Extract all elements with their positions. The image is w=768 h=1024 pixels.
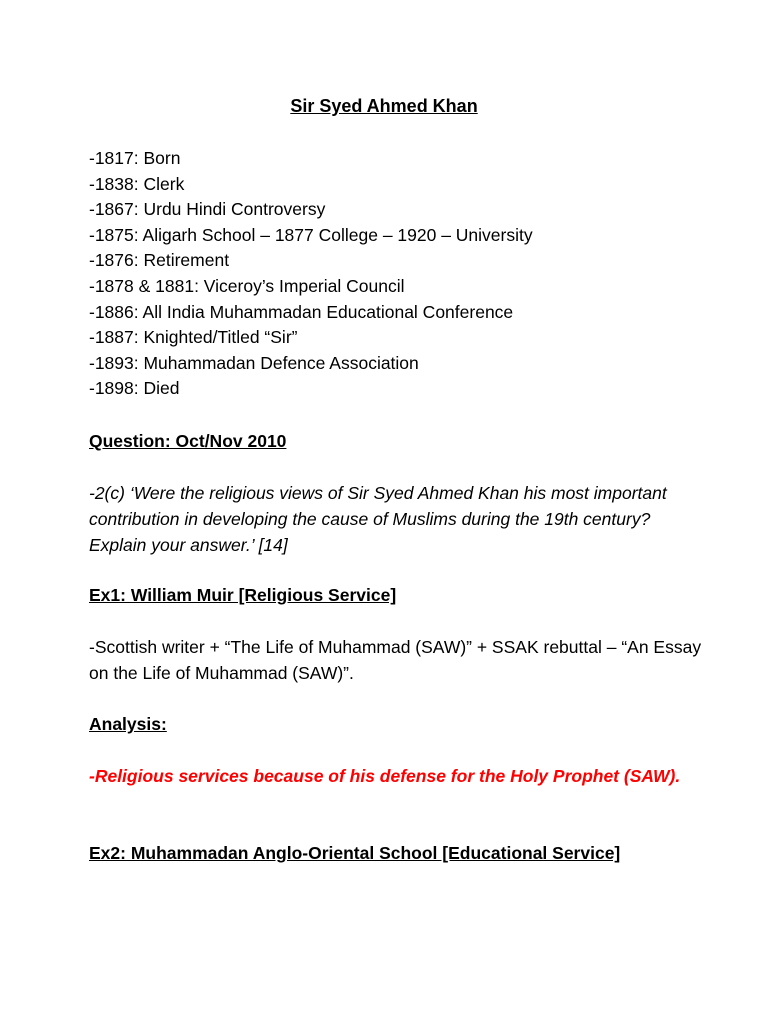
analysis-text: -Religious services because of his defense for the Holy Prophet (SAW). — [89, 766, 681, 786]
timeline-item: -1898: Died — [89, 378, 180, 399]
question-heading: Question: Oct/Nov 2010 — [89, 431, 287, 451]
ex1-heading: Ex1: William Muir [Religious Service] — [89, 585, 397, 605]
timeline-item: -1893: Muhammadan Defence Association — [89, 352, 419, 373]
analysis-heading: Analysis: — [89, 714, 167, 734]
ex1-text: -Scottish writer + “The Life of Muhammad (SAW)” + SSAK rebuttal – “An Essay on the Life of Muhammad (SAW)”. — [89, 637, 702, 683]
ex2-heading: Ex2: Muhammadan Anglo-Oriental School [Educational Service] — [89, 843, 621, 863]
timeline-item: -1887: Knighted/Titled “Sir” — [89, 327, 298, 348]
timeline-item: -1867: Urdu Hindi Controversy — [89, 199, 326, 220]
timeline-item: -1886: All India Muhammadan Educational Conference — [89, 301, 514, 322]
page-title: Sir Syed Ahmed Khan — [290, 96, 478, 116]
timeline-item: -1817: Born — [89, 148, 181, 168]
timeline-item: -1876: Retirement — [89, 250, 230, 271]
timeline-item: -1878 & 1881: Viceroy’s Imperial Council — [89, 275, 405, 296]
timeline-list — [89, 146, 533, 402]
timeline-item: -1838: Clerk — [89, 173, 185, 194]
question-text: -2(c) ‘Were the religious views of Sir Syed Ahmed Khan his most important contribution in developing the cause of Muslims during the 19th century? Explain your answer.’ [14] — [89, 483, 667, 555]
timeline-item: -1875: Aligarh School – 1877 College – 1920 – University — [89, 224, 533, 245]
